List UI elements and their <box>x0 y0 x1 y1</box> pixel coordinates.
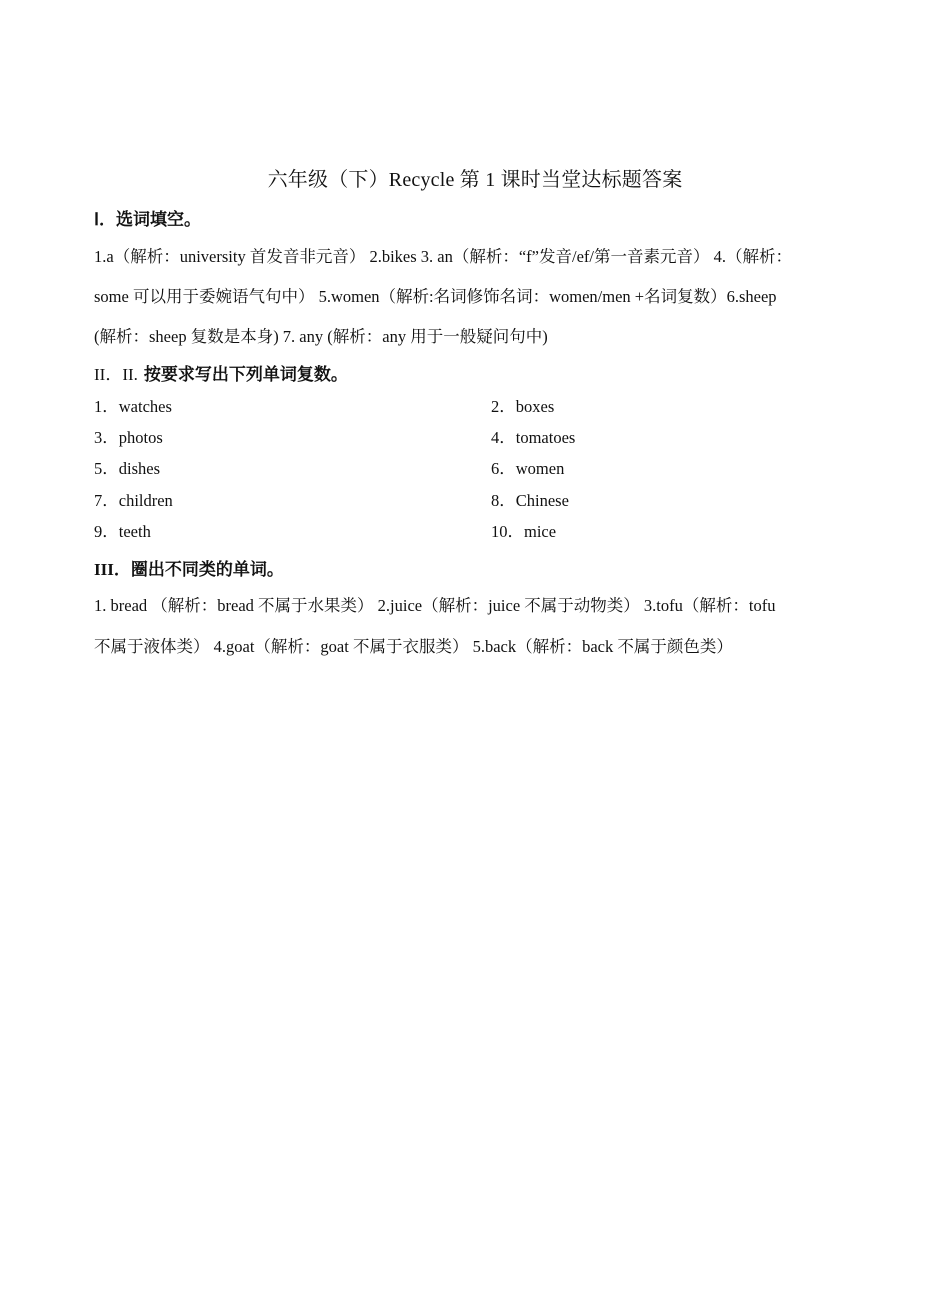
grid-row <box>94 455 874 486</box>
plural-answers-grid <box>94 393 874 549</box>
section-2-number: II．II. <box>94 365 138 384</box>
grid-row <box>94 518 874 549</box>
section-2-title: 按要求写出下列单词复数。 <box>137 365 348 385</box>
section-3-title: 圈出不同类的单词。 <box>130 560 284 580</box>
section-3-number: III． <box>94 560 131 579</box>
grid-row <box>94 487 874 518</box>
section-3-heading <box>94 555 284 580</box>
answer-item: 5．dishes <box>94 459 160 479</box>
answer-item: 4．tomatoes <box>491 428 576 448</box>
section-3-line-2: 不属于液体类） 4.goat（解析：goat 不属于衣服类） 5.back（解析：back 不属于颜色类） <box>94 637 733 656</box>
answer-item: 1．watches <box>94 397 172 416</box>
section-1-heading <box>94 205 201 230</box>
answer-item: 7．children <box>94 490 173 510</box>
answer-item: 9．teeth <box>94 521 151 541</box>
section-1-line-3: (解析：sheep 复数是本身) 7. any (解析：any 用于一般疑问句中) <box>94 327 548 346</box>
answer-item: 2．boxes <box>491 397 555 416</box>
section-3-line-1: 1. bread （解析：bread 不属于水果类） 2.juice（解析：juice 不属于动物类） 3.tofu（解析：tofu <box>94 596 776 615</box>
answer-item: 6．women <box>491 459 565 479</box>
grid-row <box>94 424 874 455</box>
answer-item: 10．mice <box>491 521 557 541</box>
answer-item: 8．Chinese <box>491 490 569 510</box>
grid-row <box>94 393 874 424</box>
section-1-title: 选词填空。 <box>116 210 202 230</box>
section-2-heading <box>94 360 348 385</box>
section-1-line-1: 1.a（解析：university 首发音非元音） 2.bikes 3. an（解析：“f”发音/ef/第一音素元音） 4.（解析： <box>94 247 792 266</box>
page-title: 六年级（下）Recycle 第 1 课时当堂达标题答案 <box>267 169 683 191</box>
section-1-line-2: some 可以用于委婉语气句中） 5.women（解析:名词修饰名词：women/men +名词复数）6.sheep <box>94 287 777 306</box>
answer-item: 3．photos <box>94 428 163 448</box>
section-1-number: Ⅰ． <box>94 210 117 229</box>
